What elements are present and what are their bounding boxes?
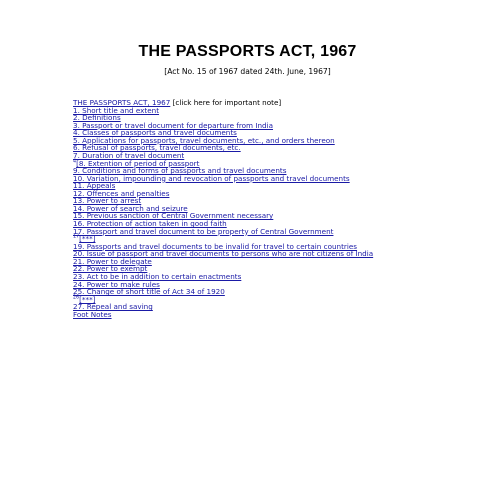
toc-item-link[interactable]: 3. Passport or travel document for departure from India	[73, 120, 273, 130]
toc-item-link[interactable]: 19. Passports and travel documents to be invalid for travel to certain countries	[73, 241, 358, 251]
document-title: THE PASSPORTS ACT, 1967	[138, 43, 357, 60]
footnote-marker: 26	[73, 295, 80, 301]
toc-item-link[interactable]: 16. Protection of action taken in good faith	[73, 219, 227, 228]
toc-item-link[interactable]: 23. Act to be in addition to certain enactments	[73, 271, 242, 281]
table-of-contents	[73, 99, 483, 318]
toc-item	[73, 311, 483, 319]
toc-item-link[interactable]: [***]	[79, 294, 96, 304]
toc-item-link[interactable]: 6. Refusal of passports, travel documents, etc.	[73, 143, 241, 153]
toc-item-link[interactable]: [8. Extention of period of passport	[76, 158, 200, 168]
toc-item-link[interactable]: 22. Power to exempt	[73, 264, 148, 274]
toc-item	[73, 107, 483, 115]
important-note-text: [click here for important note]	[170, 98, 282, 107]
toc-item-link[interactable]: 13. Power to arrest	[73, 196, 142, 206]
toc-item-link[interactable]: [***]	[79, 234, 96, 244]
toc-item-link[interactable]: 5. Applications for passports, travel documents, etc., and orders thereon	[73, 135, 335, 145]
toc-item-link[interactable]: 1. Short title and extent	[73, 105, 160, 115]
toc-item-link[interactable]: 24. Power to make rules	[73, 279, 160, 289]
toc-item-link[interactable]: 17. Passport and travel document to be property of Central Government	[73, 226, 334, 236]
act-title-link[interactable]: THE PASSPORTS ACT, 1967	[73, 98, 171, 107]
act-subtitle: [Act No. 15 of 1967 dated 24th. June, 1967]	[164, 67, 331, 76]
toc-item-link[interactable]: 4. Classes of passports and travel documents	[73, 128, 237, 138]
toc-item-list	[73, 107, 483, 319]
toc-item	[73, 288, 483, 296]
toc-item	[73, 303, 483, 311]
footnote-marker: 4	[73, 159, 77, 165]
toc-item-link[interactable]: 7. Duration of travel document	[73, 150, 185, 160]
toc-item-link[interactable]: 10. Variation, impounding and revocation of passports and travel documents	[73, 173, 350, 183]
toc-item-link[interactable]: 9. Conditions and forms of passports and travel documents	[73, 166, 287, 176]
toc-item-link[interactable]: 15. Previous sanction of Central Government necessary	[73, 211, 274, 221]
toc-item-link[interactable]: 25. Change of short title of Act 34 of 1920	[73, 287, 225, 297]
toc-item-link[interactable]: 21. Power to delegate	[73, 256, 152, 266]
toc-item-link[interactable]: 20. Issue of passport and travel documents to persons who are not citizens of India	[73, 249, 374, 259]
toc-item	[73, 228, 483, 236]
toc-item-link[interactable]: 14. Power of search and seizure	[73, 203, 188, 213]
toc-item-link[interactable]: 2. Definitions	[73, 113, 121, 123]
toc-item-link[interactable]: 12. Offences and penalties	[73, 188, 170, 198]
toc-item-link[interactable]: 11. Appeals	[73, 181, 116, 191]
footnote-marker: 17	[73, 234, 80, 240]
toc-item-link[interactable]: 27. Repeal and saving	[73, 302, 153, 312]
toc-item	[73, 175, 483, 183]
toc-item-link[interactable]: Foot Notes	[73, 309, 112, 319]
